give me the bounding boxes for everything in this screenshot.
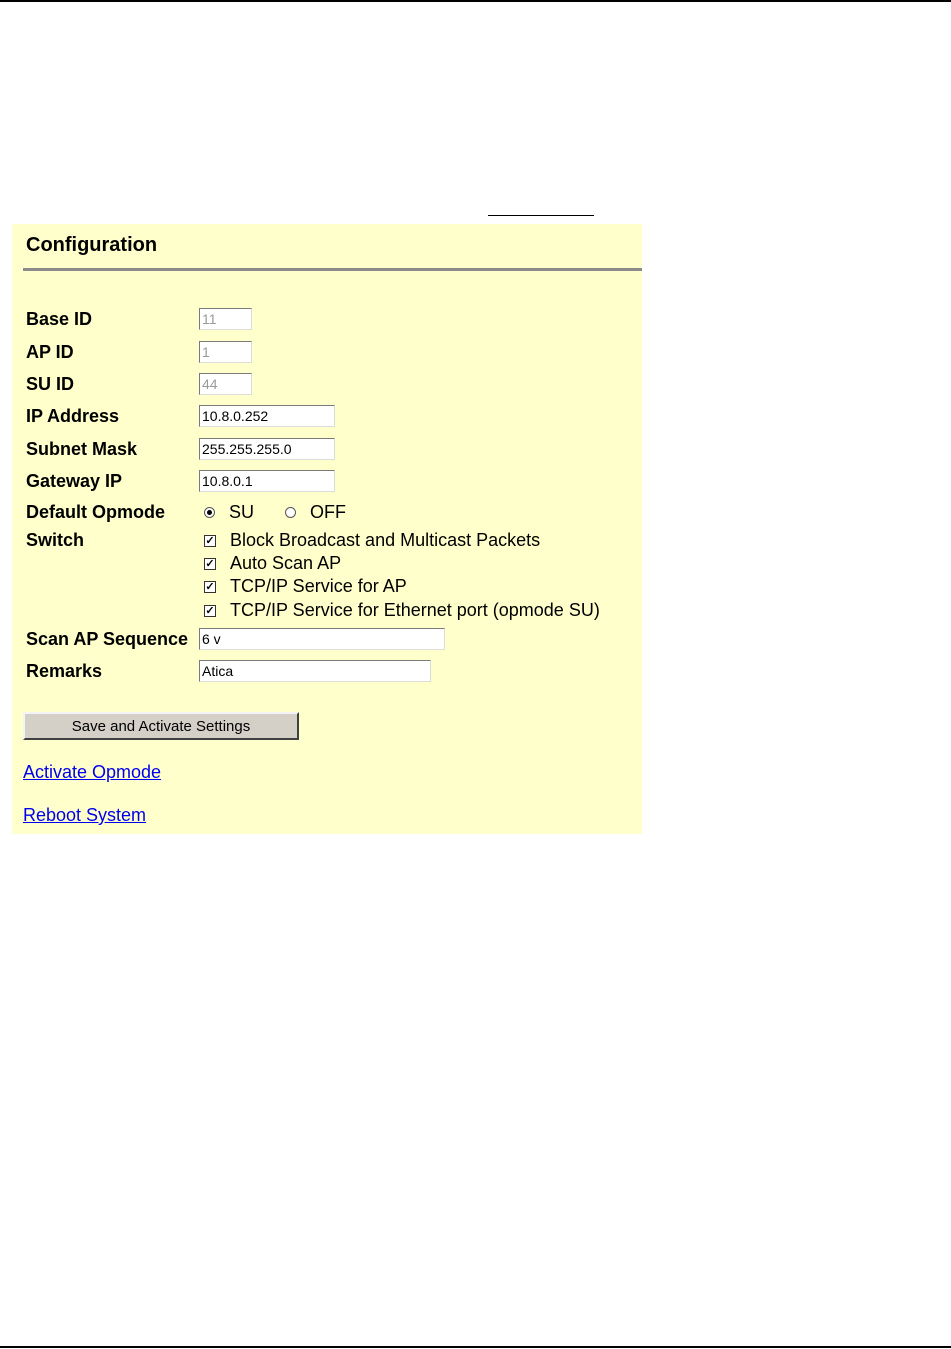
scan-ap-sequence-label: Scan AP Sequence bbox=[26, 629, 189, 649]
gateway-ip-label: Gateway IP bbox=[26, 471, 123, 491]
header-underline bbox=[488, 215, 594, 216]
page-bottom-rule bbox=[0, 1346, 951, 1348]
ip-address-label: IP Address bbox=[26, 406, 120, 426]
configuration-panel bbox=[12, 224, 642, 834]
switch-tcpip-ap[interactable] bbox=[204, 576, 407, 597]
checkbox-checked-icon[interactable]: ✓ bbox=[205, 534, 215, 547]
subnet-mask-input[interactable] bbox=[199, 438, 335, 460]
checkbox-checked-icon[interactable]: ✓ bbox=[205, 557, 215, 570]
radio-unselected-icon[interactable] bbox=[285, 507, 296, 518]
switch-auto-scan-ap-label: Auto Scan AP bbox=[230, 553, 342, 573]
switch-tcpip-ethernet-label: TCP/IP Service for Ethernet port (opmode SU) bbox=[230, 600, 600, 620]
save-activate-button[interactable]: Save and Activate Settings bbox=[23, 712, 299, 740]
gateway-ip-input[interactable] bbox=[199, 470, 335, 492]
activate-opmode-link[interactable]: Activate Opmode bbox=[23, 762, 162, 782]
opmode-su-label: SU bbox=[229, 502, 255, 522]
remarks-label: Remarks bbox=[26, 661, 103, 681]
checkbox-checked-icon[interactable]: ✓ bbox=[205, 580, 215, 593]
checkbox-checked-icon[interactable]: ✓ bbox=[205, 604, 215, 617]
page-title: Configuration bbox=[26, 234, 158, 256]
switch-tcpip-ethernet[interactable] bbox=[204, 600, 600, 621]
opmode-off-label: OFF bbox=[310, 502, 346, 522]
su-id-input[interactable] bbox=[199, 373, 252, 395]
base-id-input[interactable] bbox=[199, 308, 252, 330]
remarks-input[interactable] bbox=[199, 660, 431, 682]
ip-address-input[interactable] bbox=[199, 405, 335, 427]
page-top-rule bbox=[0, 0, 951, 2]
default-opmode-label: Default Opmode bbox=[26, 502, 166, 522]
radio-selected-icon[interactable] bbox=[204, 507, 215, 518]
ap-id-input[interactable] bbox=[199, 341, 252, 363]
base-id-label: Base ID bbox=[26, 309, 93, 329]
scan-ap-sequence-input[interactable] bbox=[199, 628, 445, 650]
switch-auto-scan-ap[interactable] bbox=[204, 553, 341, 574]
opmode-su-option[interactable] bbox=[204, 502, 254, 523]
ap-id-label: AP ID bbox=[26, 342, 74, 362]
opmode-off-option[interactable] bbox=[285, 502, 346, 523]
title-divider bbox=[23, 268, 642, 271]
switch-label: Switch bbox=[26, 530, 85, 550]
reboot-system-link[interactable]: Reboot System bbox=[23, 805, 147, 825]
subnet-mask-label: Subnet Mask bbox=[26, 439, 138, 459]
su-id-label: SU ID bbox=[26, 374, 75, 394]
switch-block-broadcast-label: Block Broadcast and Multicast Packets bbox=[230, 530, 541, 550]
switch-tcpip-ap-label: TCP/IP Service for AP bbox=[230, 576, 407, 596]
switch-block-broadcast[interactable] bbox=[204, 530, 540, 551]
